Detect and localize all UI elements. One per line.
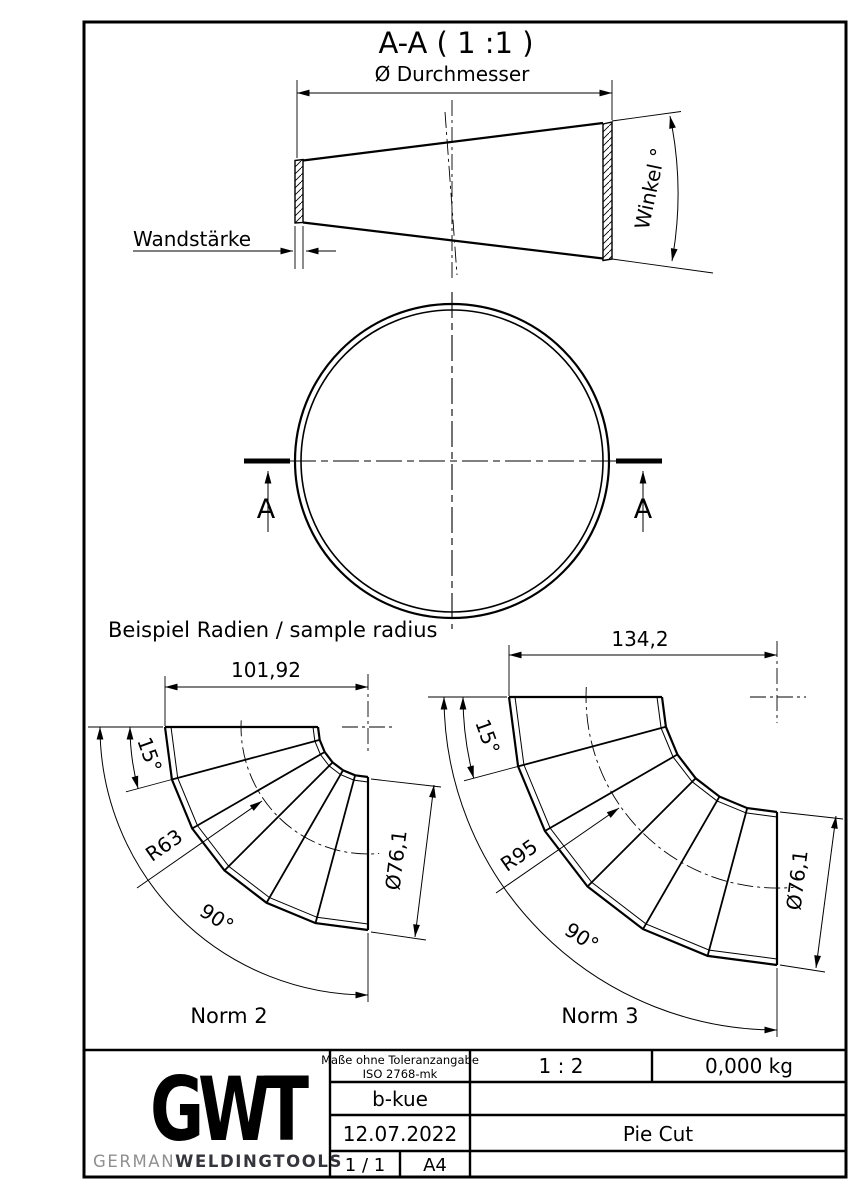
title-block [84, 1050, 846, 1177]
cone-top-edge [303, 123, 603, 161]
norm3-dia-ext-top [780, 812, 843, 819]
norm2-radius-dim: R63 [140, 824, 187, 867]
samples-heading: Beispiel Radien / sample radius [108, 618, 438, 642]
norm3-seg-angle-arc [463, 697, 474, 778]
section-cut-label-left: A [256, 494, 276, 525]
norm2-dia-ext-top [371, 779, 441, 787]
tolerance-note-line2: ISO 2768-mk [362, 1067, 438, 1081]
norm3-caption: Norm 3 [561, 1004, 639, 1028]
logo-letter-t: T [264, 1059, 310, 1162]
angle-dim-arc [670, 116, 678, 261]
norm2-dia-ext-bottom [371, 932, 426, 940]
norm3-radius-dim: R95 [495, 834, 542, 877]
diameter-dim-label: Ø Durchmesser [374, 62, 530, 86]
logo-letter-w: W [198, 1059, 271, 1162]
scale-cell: 1 : 2 [538, 1054, 584, 1078]
brand-text [93, 1152, 343, 1171]
norm2-bend-angle-dim: 90° [195, 898, 239, 938]
cone-left-wall [295, 160, 303, 224]
norm2-dia-dim-line [415, 785, 434, 937]
norm3-bend-angle-dim: 90° [560, 917, 604, 957]
section-title: A-A ( 1 :1 ) [378, 26, 534, 60]
norm3-drawing [428, 627, 843, 1037]
weight-cell: 0,000 kg [705, 1054, 793, 1078]
logo-letter-g: G [150, 1059, 205, 1162]
norm3-diameter-dim: Ø76,1 [781, 848, 813, 912]
creator-cell: b-kue [372, 1087, 428, 1111]
paper-cell: A4 [423, 1155, 447, 1176]
norm2-drawing [88, 658, 441, 1028]
angle-ext-bottom [612, 259, 713, 273]
date-cell: 12.07.2022 [342, 1122, 458, 1146]
part-title-cell: Pie Cut [622, 1122, 694, 1146]
norm2-diameter-dim: Ø76,1 [380, 828, 412, 892]
norm2-seg-angle-arc [130, 727, 138, 789]
norm3-seg-angle-dim: 15° [470, 715, 505, 758]
angle-dim-label: Winkel ° [629, 145, 671, 232]
norm2-seam1-ext [126, 780, 172, 792]
norm2-seg-angle-dim: 15° [132, 733, 167, 776]
tolerance-note-line1: Maße ohne Toleranzangabe [321, 1053, 479, 1067]
norm2-seam-lines [172, 740, 355, 923]
gwt-logo [150, 1060, 309, 1162]
norm3-dia-dim-line [816, 816, 836, 968]
wall-thickness-label: Wandstärke [133, 227, 252, 251]
norm2-caption: Norm 2 [190, 1004, 268, 1028]
norm3-width-dim: 134,2 [611, 627, 669, 651]
cone-bottom-edge [303, 223, 603, 259]
section-view [133, 26, 713, 278]
section-cut-label-right: A [633, 494, 653, 525]
brand-light: GERMAN [93, 1152, 176, 1171]
norm3-dia-ext-bottom [780, 965, 825, 972]
plan-view [244, 292, 662, 629]
cone-right-wall [603, 122, 612, 261]
norm2-width-dim: 101,92 [231, 658, 301, 682]
cone-axis-centerline [445, 112, 457, 275]
sheet-cell: 1 / 1 [344, 1155, 386, 1176]
brand-bold: WELDINGTOOLS [175, 1152, 343, 1171]
